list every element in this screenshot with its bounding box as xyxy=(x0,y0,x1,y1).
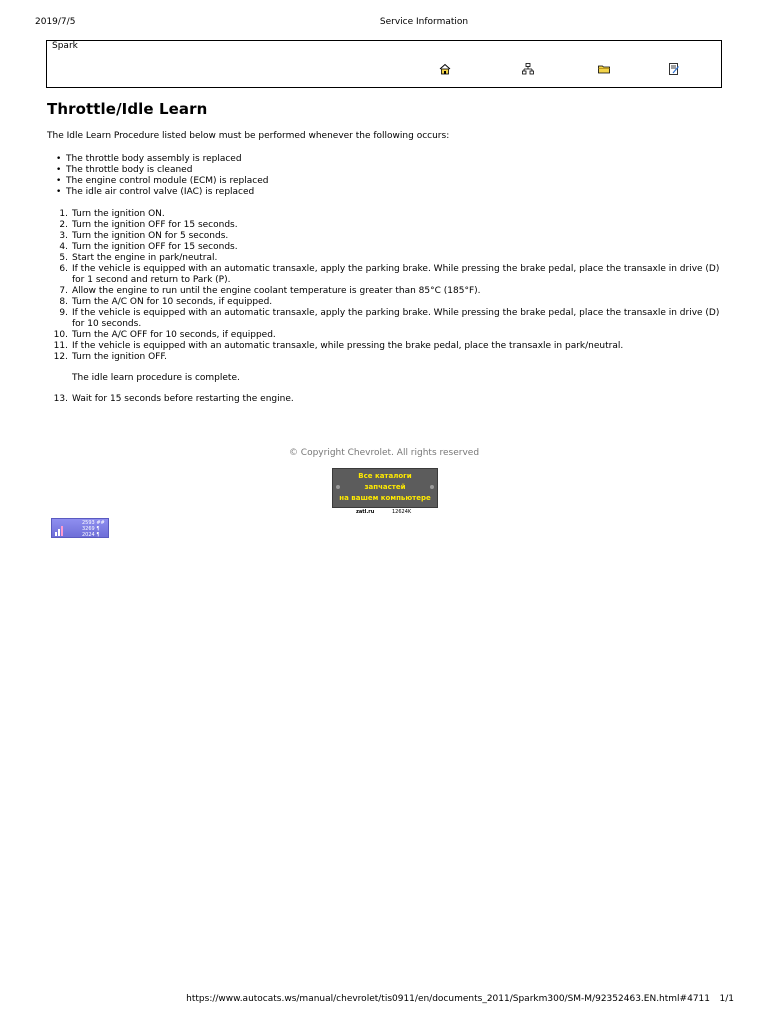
model-label: Spark xyxy=(52,41,78,51)
print-page-number: 1/1 xyxy=(719,994,734,1004)
step-text: Start the engine in park/neutral. xyxy=(72,253,218,263)
step-number: 9. xyxy=(59,308,68,318)
step-text: If the vehicle is equipped with an automatic transaxle, apply the parking brake. While pressing the brake pedal, place the transaxle in drive (D) for 10 seconds. xyxy=(72,308,720,329)
procedure-step xyxy=(47,253,727,264)
banner-line: запчастей xyxy=(364,483,406,491)
step-number: 1. xyxy=(59,209,68,219)
procedure-step xyxy=(47,308,727,330)
banner-right-dot xyxy=(430,485,434,489)
print-footer xyxy=(0,994,768,1008)
banner-code: 12624K xyxy=(392,509,412,515)
procedure-steps-final xyxy=(47,394,727,405)
banner-caption xyxy=(352,509,422,517)
list-item: • The throttle body assembly is replaced xyxy=(66,154,727,165)
banner-logo-text: zatl.ru xyxy=(356,509,375,515)
procedure-step xyxy=(47,220,727,231)
counter-badge[interactable] xyxy=(51,518,109,538)
counter-line: 2593 ## xyxy=(82,520,105,526)
counter-line: 3269 ¶ xyxy=(82,526,100,532)
step-text: Turn the A/C OFF for 10 seconds, if equipped. xyxy=(72,330,276,340)
step-number: 8. xyxy=(59,297,68,307)
step-text: Turn the ignition OFF. xyxy=(72,352,167,362)
document-body xyxy=(47,100,727,405)
procedure-step xyxy=(47,286,727,297)
print-url: https://www.autocats.ws/manual/chevrolet/tis0911/en/documents_2011/Sparkm300/SM-M/92352463.EN.html#4711 xyxy=(186,994,710,1004)
conditions-list xyxy=(47,154,727,198)
catalog-ad-banner[interactable] xyxy=(332,468,438,508)
step-text: Wait for 15 seconds before restarting the engine. xyxy=(72,394,294,404)
procedure-step xyxy=(47,352,727,363)
intro-text: The Idle Learn Procedure listed below must be performed whenever the following occurs: xyxy=(47,131,450,141)
print-date: 2019/7/5 xyxy=(35,17,76,27)
procedure-step xyxy=(47,394,727,405)
step-number: 7. xyxy=(59,286,68,296)
procedure-steps xyxy=(47,209,727,363)
step-number: 2. xyxy=(59,220,68,230)
procedure-step xyxy=(47,242,727,253)
copyright-notice: © Copyright Chevrolet. All rights reserved xyxy=(288,448,480,458)
step-number: 6. xyxy=(59,264,68,274)
step-text: Allow the engine to run until the engine coolant temperature is greater than 85°C (185°F). xyxy=(72,286,481,296)
index-tree-icon[interactable] xyxy=(522,63,534,75)
list-item: • The idle air control valve (IAC) is replaced xyxy=(66,187,727,198)
step-number: 12. xyxy=(53,352,68,362)
procedure-step xyxy=(47,264,727,286)
step-text: Turn the ignition OFF for 15 seconds. xyxy=(72,242,238,252)
banner-line: Все каталоги xyxy=(358,472,412,480)
procedure-step xyxy=(47,231,727,242)
navigation-toolbar xyxy=(46,40,722,88)
list-item: • The engine control module (ECM) is replaced xyxy=(66,176,727,187)
step-number: 10. xyxy=(53,330,68,340)
step-number: 3. xyxy=(59,231,68,241)
counter-line: 2024 ¶ xyxy=(82,532,100,538)
step-number: 4. xyxy=(59,242,68,252)
step-text: Turn the ignition ON for 5 seconds. xyxy=(72,231,229,241)
counter-bars-icon xyxy=(54,522,64,534)
folder-icon[interactable] xyxy=(598,63,610,75)
step-text: If the vehicle is equipped with an automatic transaxle, while pressing the brake pedal, place the transaxle in park/neutral. xyxy=(72,341,624,351)
feedback-icon[interactable] xyxy=(668,63,680,75)
step-number: 5. xyxy=(59,253,68,263)
home-icon[interactable] xyxy=(439,63,451,75)
banner-left-dot xyxy=(336,485,340,489)
completion-note: The idle learn procedure is complete. xyxy=(72,373,240,383)
counter-stats xyxy=(82,520,105,538)
print-page-title: Service Information xyxy=(379,17,469,27)
procedure-step xyxy=(47,330,727,341)
print-header xyxy=(0,17,768,31)
list-item: • The throttle body is cleaned xyxy=(66,165,727,176)
step-text: If the vehicle is equipped with an automatic transaxle, apply the parking brake. While pressing the brake pedal, place the transaxle in drive (D) for 1 second and return to Park (P). xyxy=(72,264,720,285)
step-number: 13. xyxy=(53,394,68,404)
procedure-step xyxy=(47,341,727,352)
step-text: Turn the ignition ON. xyxy=(72,209,165,219)
step-number: 11. xyxy=(53,341,68,351)
step-text: Turn the ignition OFF for 15 seconds. xyxy=(72,220,238,230)
procedure-step xyxy=(47,209,727,220)
step-text: Turn the A/C ON for 10 seconds, if equipped. xyxy=(72,297,273,307)
document-title: Throttle/Idle Learn xyxy=(47,100,208,118)
banner-line: на вашем компьютере xyxy=(339,494,431,502)
procedure-step xyxy=(47,297,727,308)
